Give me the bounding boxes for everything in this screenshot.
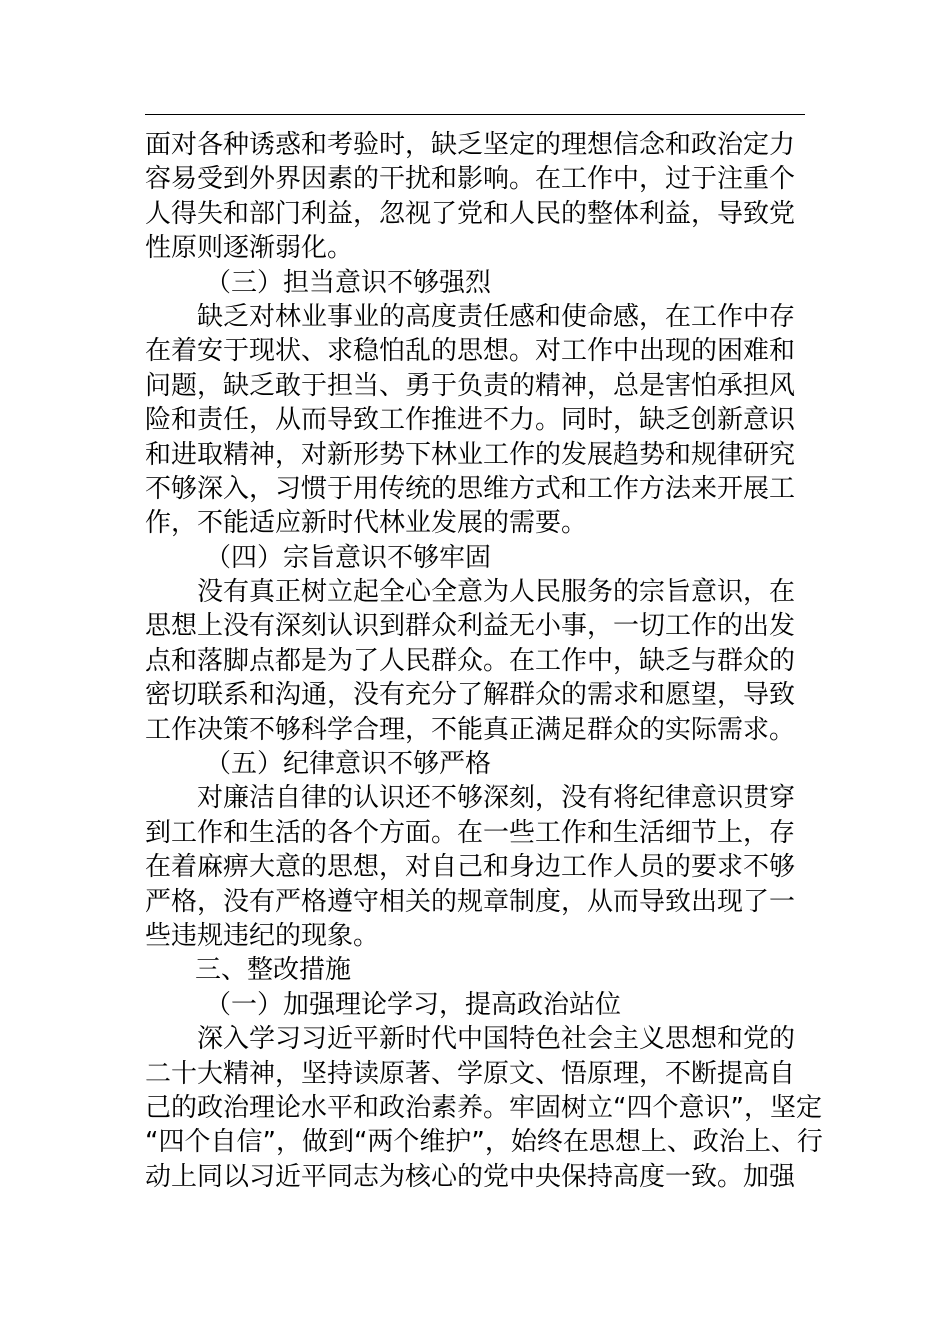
body-line: 思想上没有深刻认识到群众利益无小事，一切工作的出发 — [145, 611, 796, 642]
body-line: 己的政治理论水平和政治素养。牢固树立“四个意识”，坚定 — [145, 1092, 822, 1123]
body-line: 在着麻痹大意的思想，对自己和身边工作人员的要求不够 — [145, 852, 796, 883]
body-line: 在着安于现状、求稳怕乱的思想。对工作中出现的困难和 — [145, 336, 796, 367]
body-line: 二十大精神，坚持读原著、学原文、悟原理，不断提高自 — [145, 1058, 796, 1089]
body-line: 深入学习习近平新时代中国特色社会主义思想和党的 — [145, 1024, 796, 1055]
body-line: 点和落脚点都是为了人民群众。在工作中，缺乏与群众的 — [145, 645, 796, 676]
body-line: 工作决策不够科学合理，不能真正满足群众的实际需求。 — [145, 714, 796, 745]
subsection-heading-1: （一）加强理论学习，提高政治站位 — [205, 989, 622, 1020]
body-line: 人得失和部门利益，忽视了党和人民的整体利益，导致党 — [145, 198, 796, 229]
body-line: 缺乏对林业事业的高度责任感和使命感，在工作中存 — [145, 301, 796, 332]
subsection-heading-4: （四）宗旨意识不够牢固 — [205, 542, 492, 573]
body-line: 险和责任，从而导致工作推进不力。同时，缺乏创新意识 — [145, 405, 796, 436]
header-rule — [145, 114, 805, 115]
body-line: 对廉洁自律的认识还不够深刻，没有将纪律意识贯穿 — [145, 783, 796, 814]
body-line: 面对各种诱惑和考验时，缺乏坚定的理想信念和政治定力 — [145, 130, 796, 160]
body-line: “四个自信”，做到“两个维护”，始终在思想上、政治上、行 — [145, 1127, 823, 1158]
body-line: 作，不能适应新时代林业发展的需要。 — [145, 508, 588, 539]
body-line: 容易受到外界因素的干扰和影响。在工作中，过于注重个 — [145, 164, 796, 195]
body-line: 和进取精神，对新形势下林业工作的发展趋势和规律研究 — [145, 439, 796, 470]
body-line: 些违规违纪的现象。 — [145, 920, 380, 951]
document-body — [145, 128, 823, 1194]
section-heading-rectification: 三、整改措施 — [195, 955, 352, 986]
subsection-heading-3: （三）担当意识不够强烈 — [205, 267, 492, 298]
body-line: 不够深入，习惯于用传统的思维方式和工作方法来开展工 — [145, 473, 796, 504]
body-line: 问题，缺乏敢于担当、勇于负责的精神，总是害怕承担风 — [145, 370, 796, 401]
body-line: 密切联系和沟通，没有充分了解群众的需求和愿望，导致 — [145, 680, 796, 711]
body-line: 没有真正树立起全心全意为人民服务的宗旨意识，在 — [145, 577, 796, 608]
body-line: 性原则逐渐弱化。 — [145, 233, 354, 264]
body-line: 动上同以习近平同志为核心的党中央保持高度一致。加强 — [145, 1161, 796, 1192]
body-line: 到工作和生活的各个方面。在一些工作和生活细节上，存 — [145, 817, 796, 848]
subsection-heading-5: （五）纪律意识不够严格 — [205, 749, 492, 780]
body-line: 严格，没有严格遵守相关的规章制度，从而导致出现了一 — [145, 886, 796, 917]
